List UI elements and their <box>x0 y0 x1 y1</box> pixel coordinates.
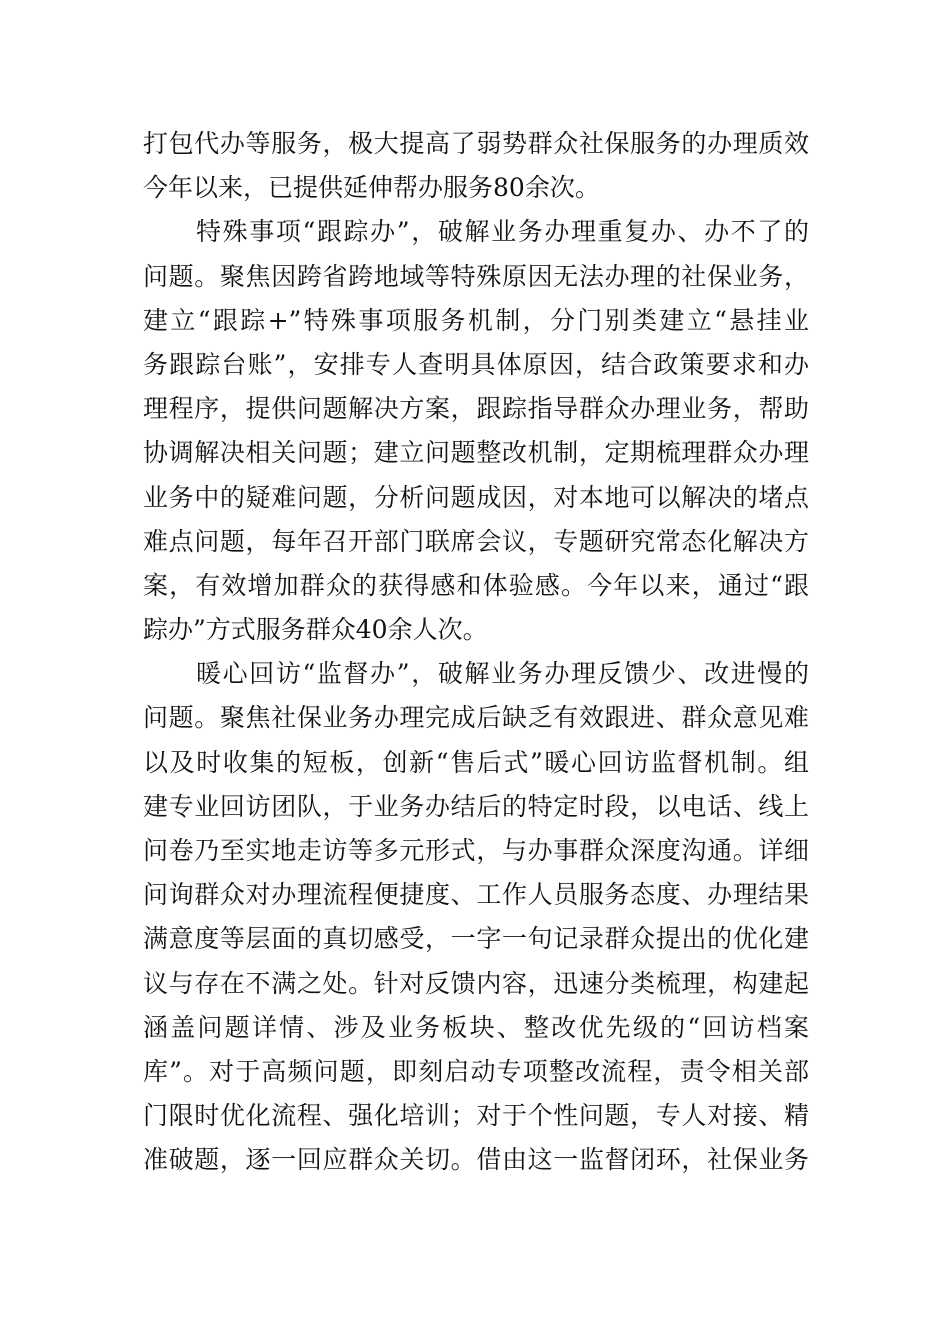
text-line: 准破题，逐一回应群众关切。借由这一监督闭环，社保业务 <box>143 1145 809 1175</box>
text-line: 踪办”方式服务群众40余人次。 <box>143 615 488 645</box>
text-line: 建专业回访团队，于业务办结后的特定时段，以电话、线上 <box>143 791 809 821</box>
text-line: 今年以来，已提供延伸帮办服务80余次。 <box>143 173 600 203</box>
text-line: 库”。对于高频问题，即刻启动专项整改流程，责令相关部 <box>143 1056 809 1086</box>
text-line: 满意度等层面的真切感受，一字一句记录群众提出的优化建 <box>143 924 809 954</box>
text-line: 问题。聚焦社保业务办理完成后缺乏有效跟进、群众意见难 <box>143 703 809 733</box>
text-line: 以及时收集的短板，创新“售后式”暖心回访监督机制。组 <box>143 747 809 777</box>
text-line: 务跟踪台账”，安排专人查明具体原因，结合政策要求和办 <box>143 349 809 379</box>
text-line: 业务中的疑难问题，分析问题成因，对本地可以解决的堵点 <box>143 482 809 512</box>
text-line: 协调解决相关问题；建立问题整改机制，定期梳理群众办理 <box>143 438 809 468</box>
body-text <box>143 122 809 1183</box>
text-line: 涵盖问题详情、涉及业务板块、整改优先级的“回访档案 <box>143 1012 809 1042</box>
text-line: 问题。聚焦因跨省跨地域等特殊原因无法办理的社保业务， <box>143 261 809 291</box>
text-line: 问询群众对办理流程便捷度、工作人员服务态度、办理结果 <box>143 880 809 910</box>
text-line: 打包代办等服务，极大提高了弱势群众社保服务的办理质效 <box>143 129 809 158</box>
text-line: 议与存在不满之处。针对反馈内容，迅速分类梳理，构建起 <box>143 968 809 998</box>
text-line: 理程序，提供问题解决方案，跟踪指导群众办理业务，帮助 <box>143 394 809 424</box>
text-line: 难点问题，每年召开部门联席会议，专题研究常态化解决方 <box>143 526 809 556</box>
text-line: 特殊事项“跟踪办”，破解业务办理重复办、办不了的 <box>196 217 809 247</box>
text-line: 暖心回访“监督办”，破解业务办理反馈少、改进慢的 <box>196 659 809 689</box>
text-line: 建立“跟踪+”特殊事项服务机制，分门别类建立“悬挂业 <box>143 305 809 335</box>
text-line: 案，有效增加群众的获得感和体验感。今年以来，通过“跟 <box>143 570 809 600</box>
text-line: 门限时优化流程、强化培训；对于个性问题，专人对接、精 <box>143 1101 809 1131</box>
text-line: 问卷乃至实地走访等多元形式，与办事群众深度沟通。详细 <box>143 836 809 865</box>
